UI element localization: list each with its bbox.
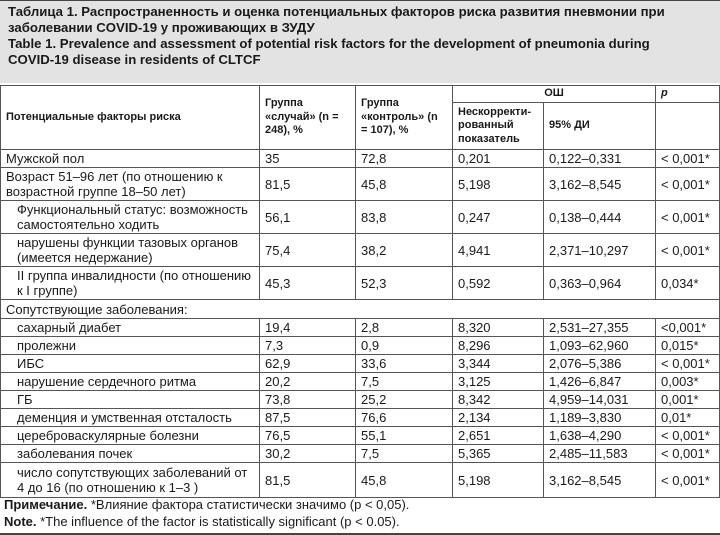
cell-control: 25,2	[356, 391, 453, 409]
cell-case: 76,5	[260, 427, 356, 445]
cell-ci: 3,162–8,545	[544, 463, 656, 498]
cell-factor: цереброваскулярные болезни	[1, 427, 260, 445]
cell-factor: нарушены функции тазовых органов (имеется недержание)	[1, 234, 260, 267]
cell-p: <0,001*	[656, 319, 720, 337]
cell-ci: 1,189–3,830	[544, 409, 656, 427]
table-notes	[4, 496, 409, 530]
cell-ci: 2,371–10,297	[544, 234, 656, 267]
header-p: p	[656, 86, 720, 103]
cell-p: 0,01*	[656, 409, 720, 427]
cell-case: 45,3	[260, 267, 356, 300]
caption-ru-line2: заболевании COVID-19 у проживающих в ЗУДУ	[8, 20, 315, 35]
cell-control: 2,8	[356, 319, 453, 337]
cell-ci: 0,363–0,964	[544, 267, 656, 300]
cell-p: < 0,001*	[656, 201, 720, 234]
cell-or: 3,125	[453, 373, 544, 391]
header-or: ОШ	[453, 86, 656, 103]
cell-factor: Функциональный статус: возможность самостоятельно ходить	[1, 201, 260, 234]
header-ci: 95% ДИ	[544, 103, 656, 150]
cell-case: 81,5	[260, 168, 356, 201]
cell-p: < 0,001*	[656, 355, 720, 373]
cell-or: 0,247	[453, 201, 544, 234]
cell-or: 8,342	[453, 391, 544, 409]
cell-control: 0,9	[356, 337, 453, 355]
table-row	[1, 373, 720, 391]
cell-case: 62,9	[260, 355, 356, 373]
cell-or: 0,201	[453, 150, 544, 168]
cell-case: 87,5	[260, 409, 356, 427]
cell-control: 7,5	[356, 373, 453, 391]
table-row	[1, 201, 720, 234]
cell-p: 0,015*	[656, 337, 720, 355]
cell-p: < 0,001*	[656, 463, 720, 498]
header-case: Группа «случай» (n = 248), %	[260, 86, 356, 150]
cell-control: 83,8	[356, 201, 453, 234]
cell-or: 5,365	[453, 445, 544, 463]
caption-en-line1: Table 1. Prevalence and assessment of potential risk factors for the development of pneumonia during	[8, 36, 650, 51]
table-row	[1, 150, 720, 168]
cell-ci: 2,076–5,386	[544, 355, 656, 373]
cell-p: 0,034*	[656, 267, 720, 300]
table-caption	[0, 0, 720, 83]
header-p-blank	[656, 103, 720, 150]
cell-factor: пролежни	[1, 337, 260, 355]
table-row	[1, 355, 720, 373]
cell-ci: 1,093–62,960	[544, 337, 656, 355]
cell-p: < 0,001*	[656, 445, 720, 463]
cell-factor: число сопутствующих заболеваний от 4 до 16 (по отношению к 1–3 )	[1, 463, 260, 498]
header-factor: Потенциальные факторы риска	[1, 86, 260, 150]
table-row	[1, 168, 720, 201]
cell-or: 8,320	[453, 319, 544, 337]
table-row	[1, 409, 720, 427]
cell-or: 4,941	[453, 234, 544, 267]
cell-p: < 0,001*	[656, 427, 720, 445]
cell-ci: 1,638–4,290	[544, 427, 656, 445]
section-label: Сопутствующие заболевания:	[1, 300, 720, 319]
cell-factor: Возраст 51–96 лет (по отношению к возрастной группе 18–50 лет)	[1, 168, 260, 201]
cell-case: 81,5	[260, 463, 356, 498]
cell-case: 19,4	[260, 319, 356, 337]
cell-factor: заболевания почек	[1, 445, 260, 463]
cell-p: < 0,001*	[656, 150, 720, 168]
cell-ci: 3,162–8,545	[544, 168, 656, 201]
caption-ru-line1: Таблица 1. Распространенность и оценка потенциальных факторов риска развития пневмонии при	[8, 4, 665, 19]
cell-ci: 2,531–27,355	[544, 319, 656, 337]
cell-control: 76,6	[356, 409, 453, 427]
cell-case: 56,1	[260, 201, 356, 234]
cell-or: 8,296	[453, 337, 544, 355]
cell-factor: сахарный диабет	[1, 319, 260, 337]
cell-control: 7,5	[356, 445, 453, 463]
cell-control: 52,3	[356, 267, 453, 300]
cell-p: < 0,001*	[656, 168, 720, 201]
cell-p: 0,003*	[656, 373, 720, 391]
cell-ci: 0,122–0,331	[544, 150, 656, 168]
cell-case: 75,4	[260, 234, 356, 267]
cell-control: 33,6	[356, 355, 453, 373]
cell-ci: 1,426–6,847	[544, 373, 656, 391]
cell-control: 55,1	[356, 427, 453, 445]
cell-control: 45,8	[356, 463, 453, 498]
cell-or: 3,344	[453, 355, 544, 373]
cell-case: 30,2	[260, 445, 356, 463]
cell-control: 45,8	[356, 168, 453, 201]
cell-case: 20,2	[260, 373, 356, 391]
cell-ci: 2,485–11,583	[544, 445, 656, 463]
cell-control: 72,8	[356, 150, 453, 168]
table-row	[1, 234, 720, 267]
note-ru: Примечание. *Влияние фактора статистически значимо (p < 0,05).	[4, 497, 410, 512]
cell-or: 2,134	[453, 409, 544, 427]
cell-case: 73,8	[260, 391, 356, 409]
risk-factors-table	[0, 85, 720, 498]
cell-ci: 0,138–0,444	[544, 201, 656, 234]
cell-control: 38,2	[356, 234, 453, 267]
cell-or: 5,198	[453, 463, 544, 498]
cell-factor: II группа инвалидности (по отношению к I группе)	[1, 267, 260, 300]
table-row	[1, 319, 720, 337]
cell-factor: Мужской пол	[1, 150, 260, 168]
table-row	[1, 267, 720, 300]
table-row	[1, 337, 720, 355]
note-en: Note. *The influence of the factor is statistically significant (p < 0.05).	[4, 514, 400, 529]
section-row	[1, 300, 720, 319]
cell-factor: нарушение сердечного ритма	[1, 373, 260, 391]
cell-or: 0,592	[453, 267, 544, 300]
cell-case: 35	[260, 150, 356, 168]
cell-factor: деменция и умственная отсталость	[1, 409, 260, 427]
table-row	[1, 463, 720, 498]
table-row	[1, 445, 720, 463]
cell-or: 2,651	[453, 427, 544, 445]
cell-ci: 4,959–14,031	[544, 391, 656, 409]
header-unadjusted: Нескорректи- рованный показатель	[453, 103, 544, 150]
cell-p: 0,001*	[656, 391, 720, 409]
table-row	[1, 427, 720, 445]
cell-case: 7,3	[260, 337, 356, 355]
header-control: Группа «контроль» (n = 107), %	[356, 86, 453, 150]
table-row	[1, 391, 720, 409]
cell-or: 5,198	[453, 168, 544, 201]
cell-factor: ИБС	[1, 355, 260, 373]
cell-factor: ГБ	[1, 391, 260, 409]
cell-p: < 0,001*	[656, 234, 720, 267]
caption-en-line2: COVID-19 disease in residents of CLTCF	[8, 52, 261, 67]
